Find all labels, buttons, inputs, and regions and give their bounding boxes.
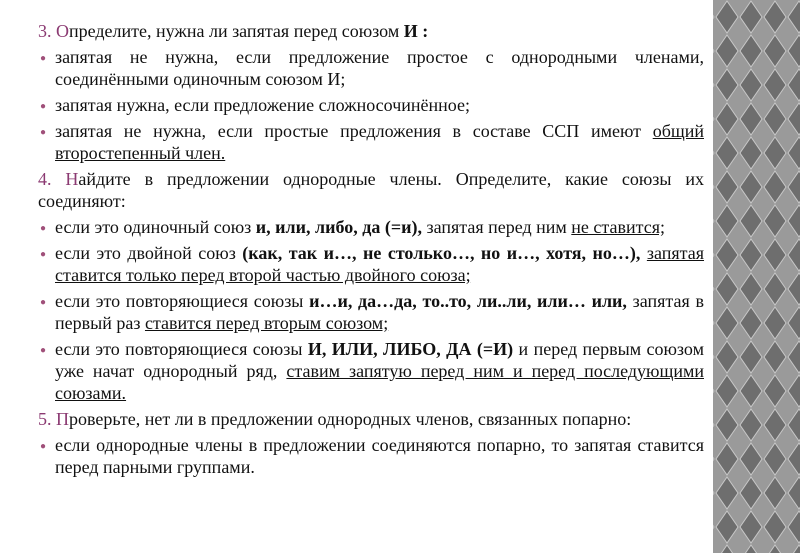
bullet-item	[38, 216, 704, 238]
text-segment: запятая не нужна, если простые предложения в составе ССП имеют	[55, 121, 653, 141]
text-segment: (как, так и…, не столько…, но и…, хотя, но…),	[242, 243, 641, 263]
text-segment: и…и, да…да, то..то, ли..ли, или… или,	[309, 291, 627, 311]
bullet-icon: ●	[40, 53, 47, 64]
text-segment: и перед первым союзом уже начат однородный ряд,	[55, 339, 704, 381]
bullet-icon: ●	[40, 223, 47, 234]
bullet-icon: ●	[40, 297, 47, 308]
text-segment: если это одиночный союз	[55, 217, 256, 237]
bullet-item	[38, 242, 704, 286]
bullet-icon: ●	[40, 441, 47, 452]
text-segment: запятая ставится только перед второй частью двойного союза;	[55, 243, 705, 285]
text-segment: и, или, либо, да (=и),	[255, 217, 422, 237]
text-segment: пределите, нужна ли запятая перед союзом	[69, 21, 404, 41]
bullet-item	[38, 290, 704, 334]
text-segment: не ставится;	[571, 217, 665, 237]
slide-content	[38, 20, 704, 482]
bullet-icon: ●	[40, 101, 47, 112]
bullet-item	[38, 94, 704, 116]
numbered-step	[38, 408, 704, 430]
bullet-item	[38, 434, 704, 478]
text-segment: роверьте, нет ли в предложении однородных членов, связанных попарно:	[69, 409, 632, 429]
bullet-item	[38, 46, 704, 90]
text-segment: И :	[403, 21, 429, 41]
text-segment: если это повторяющиеся союзы	[55, 339, 308, 359]
numbered-step	[38, 168, 704, 212]
text-segment: запятая не нужна, если предложение простое с однородными членами, соединёнными одиночным союзом И;	[55, 47, 704, 89]
text-segment: айдите в предложении однородные члены. Определите, какие союзы их соединяют:	[38, 169, 705, 211]
bullet-icon: ●	[40, 345, 47, 356]
text-segment: запятая в первый раз	[55, 291, 704, 333]
decorative-diamond-panel	[713, 0, 800, 553]
text-segment: ставится перед вторым союзом;	[144, 313, 389, 333]
bullet-icon: ●	[40, 249, 47, 260]
text-segment: если это повторяющиеся союзы	[55, 291, 310, 311]
bullet-icon: ●	[40, 127, 47, 138]
text-segment: запятая перед ним	[421, 217, 572, 237]
text-segment: запятая нужна, если предложение сложносочинённое;	[55, 95, 470, 115]
text-segment: если это двойной союз	[55, 243, 243, 263]
bullet-item	[38, 338, 704, 404]
text-segment: если однородные члены в предложении соединяются попарно, то запятая ставится перед парными группами.	[55, 435, 704, 477]
text-segment: общий второстепенный член.	[55, 121, 704, 163]
step-number: 5. П	[38, 409, 69, 429]
text-segment: ставим запятую перед ним и перед последующими союзами.	[55, 361, 704, 403]
numbered-step	[38, 20, 704, 42]
bullet-item	[38, 120, 704, 164]
text-segment: И, ИЛИ, ЛИБО, ДА (=И)	[307, 339, 514, 359]
step-number: 3. О	[38, 21, 69, 41]
step-number: 4. Н	[38, 169, 79, 189]
